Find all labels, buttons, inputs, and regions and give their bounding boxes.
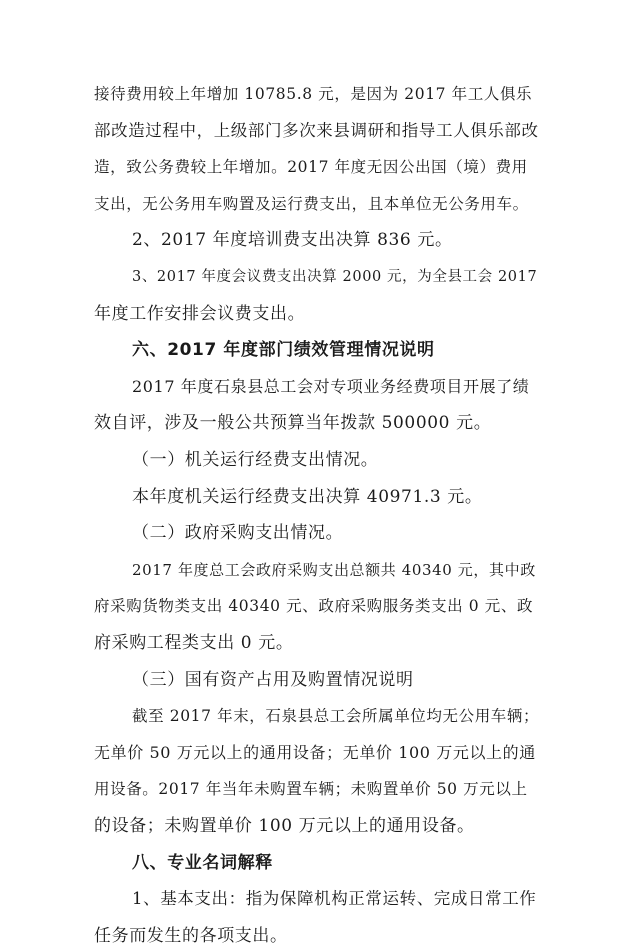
text-line: 府采购工程类支出 0 元。	[94, 633, 294, 653]
text-line: 2、2017 年度培训费支出决算 836 元。	[132, 230, 453, 251]
text-line: 3、2017 年度会议费支出决算 2000 元，为全县工会 2017	[132, 269, 538, 285]
text-line: （一）机关运行经费支出情况。	[132, 450, 379, 470]
text-line: （二）政府采购支出情况。	[132, 523, 344, 544]
text-line: （三）国有资产占用及购置情况说明	[132, 669, 414, 690]
text-line: 部改造过程中，上级部门多次来县调研和指导工人俱乐部改	[94, 120, 539, 140]
text-line: 无单价 50 万元以上的通用设备；无单价 100 万元以上的通	[94, 742, 536, 762]
text-line: 2017 年度总工会政府采购支出总额共 40340 元，其中政	[132, 560, 536, 579]
text-line: 接待费用较上年增加 10785.8 元，是因为 2017 年工人俱乐	[94, 85, 533, 103]
section-heading: 六、2017 年度部门绩效管理情况说明	[132, 340, 435, 361]
text-line: 截至 2017 年末，石泉县总工会所属单位均无公用车辆；	[132, 707, 540, 726]
text-line: 效自评，涉及一般公共预算当年拨款 500000 元。	[94, 413, 492, 434]
text-line: 1、基本支出：指为保障机构正常运转、完成日常工作	[132, 889, 537, 909]
text-line: 用设备。2017 年当年未购置车辆；未购置单价 50 万元以上	[94, 780, 528, 799]
text-line: 府采购货物类支出 40340 元、政府采购服务类支出 0 元、政	[94, 597, 534, 616]
section-heading: 八、专业名词解释	[132, 852, 273, 873]
text-line: 2017 年度石泉县总工会对专项业务经费项目开展了绩	[132, 376, 530, 396]
text-line: 造，致公务费较上年增加。2017 年度无因公出国（境）费用	[94, 158, 528, 177]
text-line: 本年度机关运行经费支出决算 40971.3 元。	[132, 486, 483, 507]
text-line: 任务而发生的各项支出。	[94, 925, 288, 946]
text-line: 的设备；未购置单价 100 万元以上的通用设备。	[94, 816, 475, 836]
text-line: 支出，无公务用车购置及运行费支出，且本单位无公务用车。	[94, 194, 529, 213]
text-line: 年度工作安排会议费支出。	[94, 303, 306, 324]
